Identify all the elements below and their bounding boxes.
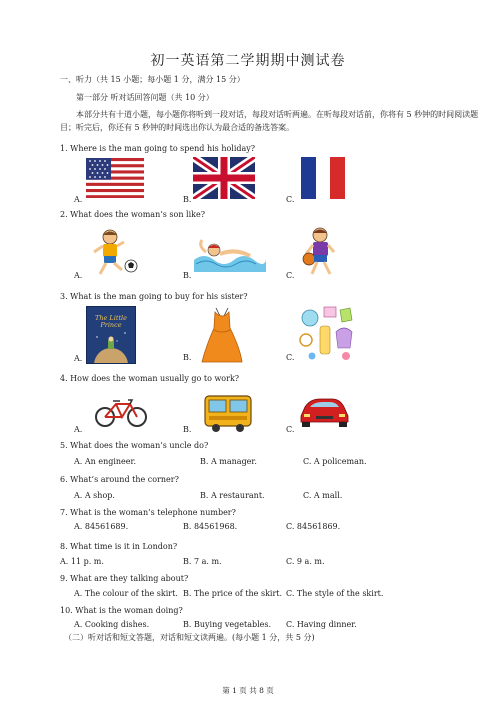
q10-option-a: A. Cooking dishes. <box>74 620 150 629</box>
uk-flag-image <box>193 157 255 199</box>
q1-option-a: A. <box>74 195 83 204</box>
q2-option-b: B. <box>183 271 192 280</box>
boy-playing-football-image <box>88 228 140 278</box>
q7-option-b: B. 84561968. <box>183 522 238 531</box>
q10-option-b: B. Buying vegetables. <box>183 620 272 629</box>
boy-playing-basketball-image <box>300 226 344 278</box>
book-title: The Little Prince <box>95 314 127 329</box>
gifts-and-accessories-image <box>296 304 360 362</box>
q8-option-b: B. 7 a. m. <box>183 557 222 566</box>
question-4: 4. How does the woman usually go to work? <box>60 374 240 383</box>
swimmer-image <box>192 236 266 272</box>
q10-option-c: C. Having dinner. <box>286 620 357 629</box>
q1-option-c: C. <box>286 195 295 204</box>
page-footer: 第 1 页 共 8 页 <box>222 686 274 695</box>
question-7: 7. What is the woman’s telephone number? <box>60 508 236 517</box>
question-5: 5. What does the woman’s uncle do? <box>60 441 209 450</box>
section-2-heading: （二）听对话和短文答题，对话和短文读两遍。(每小题 1 分，共 5 分) <box>64 633 315 642</box>
question-8: 8. What time is it in London? <box>60 542 178 551</box>
section-1-heading: 一、听力（共 15 小题；每小题 1 分，满分 15 分） <box>60 75 245 84</box>
q3-option-b: B. <box>183 353 192 362</box>
q4-option-a: A. <box>74 425 83 434</box>
page-title: 初一英语第二学期期中测试卷 <box>150 53 346 69</box>
q8-option-a: A. 11 p. m. <box>60 557 104 566</box>
q6-option-a: A. A shop. <box>74 491 115 500</box>
q4-option-c: C. <box>286 425 295 434</box>
q1-option-b: B. <box>183 195 192 204</box>
q9-option-a: A. The colour of the skirt. <box>74 589 178 598</box>
part-1-heading: 第一部分 听对话回答问题（共 10 分） <box>76 93 214 102</box>
q6-option-c: C. A mall. <box>303 491 343 500</box>
orange-dress-image <box>200 306 244 364</box>
q6-option-b: B. A restaurant. <box>200 491 265 500</box>
red-car-image <box>298 394 350 428</box>
q2-option-c: C. <box>286 271 295 280</box>
question-10: 10. What is the woman doing? <box>60 606 183 615</box>
q7-option-a: A. 84561689. <box>74 522 129 531</box>
q7-option-c: C. 84561869. <box>286 522 341 531</box>
q3-option-a: A． <box>74 354 88 363</box>
question-3: 3. What is the man going to buy for his sister? <box>60 292 248 301</box>
q9-option-b: B. The price of the skirt. <box>183 589 283 598</box>
q2-option-a: A. <box>74 271 83 280</box>
question-9: 9. What are they talking about? <box>60 574 189 583</box>
question-6: 6. What’s around the corner? <box>60 475 179 484</box>
q5-option-c: C. A policeman. <box>303 457 367 466</box>
us-flag-image <box>86 158 144 198</box>
france-flag-image <box>301 157 345 199</box>
q3-option-c: C. <box>286 353 295 362</box>
q5-option-a: A. An engineer. <box>74 457 137 466</box>
q5-option-b: B. A manager. <box>200 457 257 466</box>
question-1: 1. Where is the man going to spend his holiday? <box>60 144 256 153</box>
instructions: 本部分共有十道小题，每小题你将听到一段对话，每段对话听两遍。在听每段对话前，你将有 5 秒钟的时间阅读题目；听完后，你还有 5 秒钟的时间选出你认为最合适的备选答案。 <box>60 110 479 132</box>
bus-image <box>203 393 253 433</box>
little-prince-book-image <box>86 306 136 364</box>
bicycle-image <box>94 396 148 428</box>
q8-option-c: C. 9 a. m. <box>286 557 325 566</box>
question-2: 2. What does the woman’s son like? <box>60 210 206 219</box>
q9-option-c: C. The style of the skirt. <box>286 589 384 598</box>
q4-option-b: B. <box>183 425 192 434</box>
